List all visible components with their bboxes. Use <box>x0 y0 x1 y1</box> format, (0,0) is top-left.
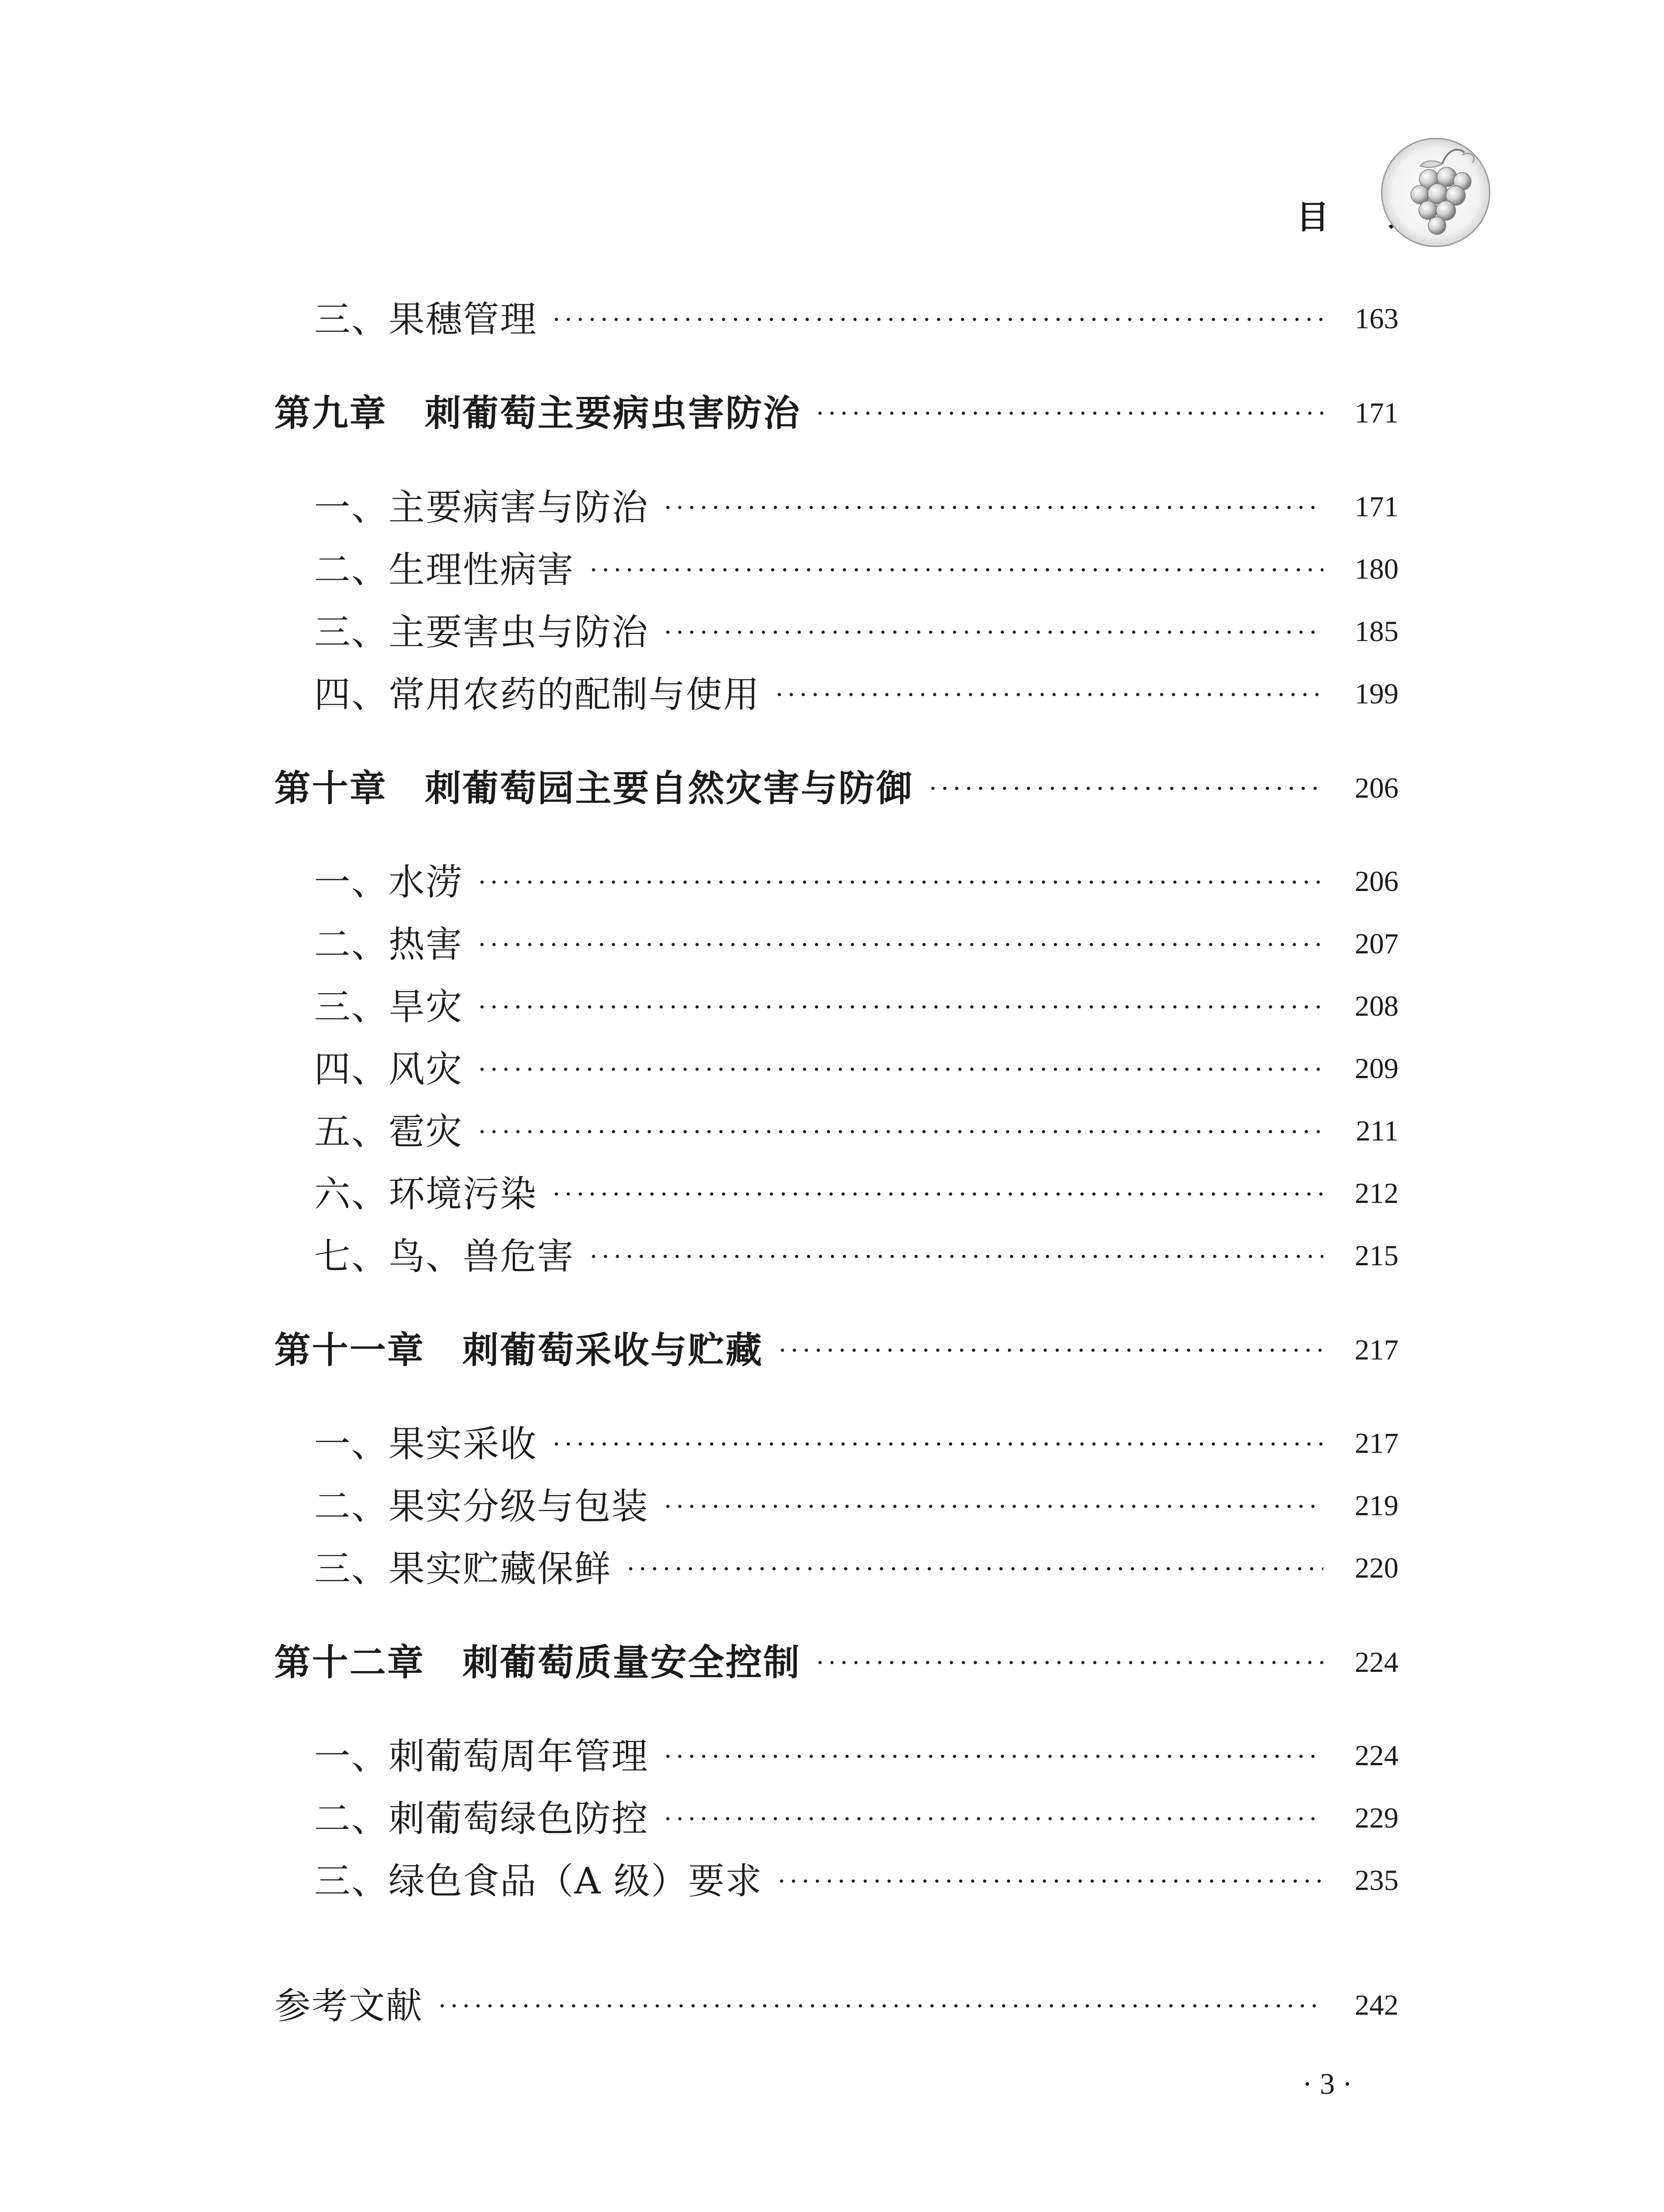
toc-entry[interactable] <box>314 1729 1399 1778</box>
dot-leader <box>476 1067 1323 1071</box>
toc-chapter[interactable] <box>274 1323 1399 1371</box>
dot-leader <box>776 1879 1323 1883</box>
toc-entry-label: 四、常用农药的配制与使用 <box>314 673 761 716</box>
toc-entry-label: 二、果实分级与包装 <box>314 1485 649 1528</box>
dot-leader <box>476 1005 1323 1009</box>
toc-chapter-label: 第十二章 刺葡萄质量安全控制 <box>274 1641 801 1684</box>
toc-entry-label: 三、旱灾 <box>314 986 463 1028</box>
toc-references-label: 参考文献 <box>274 1985 423 2027</box>
toc-entry-page: 220 <box>1355 1552 1399 1584</box>
dot-leader <box>588 568 1323 572</box>
dot-leader <box>662 1754 1323 1759</box>
toc-entry-label: 三、主要害虫与防治 <box>314 611 649 653</box>
toc-entry[interactable] <box>314 1791 1399 1840</box>
toc-entry-label: 四、风灾 <box>314 1048 463 1091</box>
toc-entry-page: 180 <box>1355 553 1399 585</box>
toc-entry[interactable] <box>314 1417 1399 1465</box>
dot-leader <box>662 1816 1323 1821</box>
dot-leader <box>662 505 1323 510</box>
toc-entry-page: 212 <box>1355 1177 1399 1210</box>
toc-entry-label: 七、鸟、兽危害 <box>314 1235 575 1278</box>
toc-chapter-page: 206 <box>1355 772 1399 804</box>
toc-entry-page: 211 <box>1356 1115 1399 1147</box>
toc-entry-label: 一、刺葡萄周年管理 <box>314 1735 649 1778</box>
toc-entry[interactable] <box>314 917 1399 966</box>
dot-leader <box>927 786 1323 791</box>
toc-references[interactable] <box>274 1978 1399 2027</box>
toc-entry-page: 185 <box>1355 615 1399 648</box>
toc-entry-label: 五、雹灾 <box>314 1110 463 1153</box>
toc-entry-label: 一、果实采收 <box>314 1423 538 1465</box>
toc-chapter-page: 171 <box>1355 397 1399 429</box>
toc-entry-page: 217 <box>1355 1427 1399 1459</box>
toc-entry[interactable] <box>314 1104 1399 1153</box>
toc-entry-page: 229 <box>1355 1802 1399 1834</box>
dot-leader <box>588 1254 1323 1259</box>
toc-entry-page: 209 <box>1355 1052 1399 1085</box>
toc-references-page: 242 <box>1355 1989 1399 2021</box>
toc-entry-label: 三、果实贮藏保鲜 <box>314 1548 612 1590</box>
toc-entry-label: 一、主要病害与防治 <box>314 486 649 529</box>
dot-leader <box>550 1192 1323 1196</box>
toc-chapter-label: 第十一章 刺葡萄采收与贮藏 <box>274 1329 764 1371</box>
dot-leader <box>476 880 1323 884</box>
toc-entry[interactable] <box>314 1479 1399 1528</box>
toc-entry-page: 208 <box>1355 990 1399 1022</box>
toc-entry-page: 163 <box>1355 303 1399 335</box>
toc-entry-label: 二、刺葡萄绿色防控 <box>314 1797 649 1840</box>
dot-leader <box>662 1504 1323 1509</box>
toc-entry-label: 一、水涝 <box>314 861 463 903</box>
dot-leader <box>476 942 1323 947</box>
dot-leader <box>436 2004 1323 2008</box>
toc-entry[interactable] <box>314 480 1399 529</box>
toc-entry[interactable] <box>314 1541 1399 1590</box>
toc-entry[interactable] <box>314 1229 1399 1278</box>
toc-entry-label: 二、生理性病害 <box>314 549 575 591</box>
toc-chapter-label: 第十章 刺葡萄园主要自然灾害与防御 <box>274 767 914 810</box>
toc-chapter-page: 224 <box>1355 1646 1399 1678</box>
dot-leader <box>814 411 1323 415</box>
toc-chapter-label: 第九章 刺葡萄主要病虫害防治 <box>274 392 801 434</box>
dot-leader <box>550 317 1323 322</box>
dot-leader <box>550 1442 1323 1446</box>
dot-leader <box>476 1129 1323 1134</box>
toc-entry-page: 224 <box>1355 1740 1399 1772</box>
dot-leader <box>662 630 1323 634</box>
toc-entry-label: 六、环境污染 <box>314 1173 538 1215</box>
toc-entry-label: 三、绿色食品（A 级）要求 <box>314 1860 763 1902</box>
header-title-left: 目 <box>1296 198 1329 236</box>
toc-entry[interactable] <box>314 1042 1399 1091</box>
toc-entry-label: 三、果穗管理 <box>314 298 538 341</box>
toc-entry[interactable] <box>314 292 1399 341</box>
toc-entry[interactable] <box>314 1854 1399 1902</box>
toc-entry-page: 206 <box>1355 865 1399 898</box>
toc-entry-page: 215 <box>1355 1240 1399 1272</box>
toc-chapter[interactable] <box>274 386 1399 434</box>
toc-chapter[interactable] <box>274 761 1399 810</box>
toc-entry[interactable] <box>314 1167 1399 1215</box>
toc-entry-page: 207 <box>1355 928 1399 960</box>
dot-leader <box>773 692 1323 697</box>
toc-entry-page: 219 <box>1355 1490 1399 1522</box>
dot-leader <box>814 1660 1323 1665</box>
toc-chapter-page: 217 <box>1355 1334 1399 1366</box>
toc-entry[interactable] <box>314 667 1399 716</box>
toc-entry-label: 二、热害 <box>314 923 463 966</box>
toc-entry-page: 171 <box>1355 491 1399 523</box>
dot-leader <box>625 1567 1323 1571</box>
toc-entry[interactable] <box>314 979 1399 1028</box>
toc-entry[interactable] <box>314 605 1399 653</box>
toc-entry[interactable] <box>314 855 1399 903</box>
toc-entry-page: 235 <box>1355 1864 1399 1897</box>
toc-entry[interactable] <box>314 542 1399 591</box>
toc-chapter[interactable] <box>274 1635 1399 1684</box>
toc-entry-page: 199 <box>1355 678 1399 710</box>
page-number: · 3 · <box>1302 2066 1353 2101</box>
dot-leader <box>776 1348 1323 1352</box>
